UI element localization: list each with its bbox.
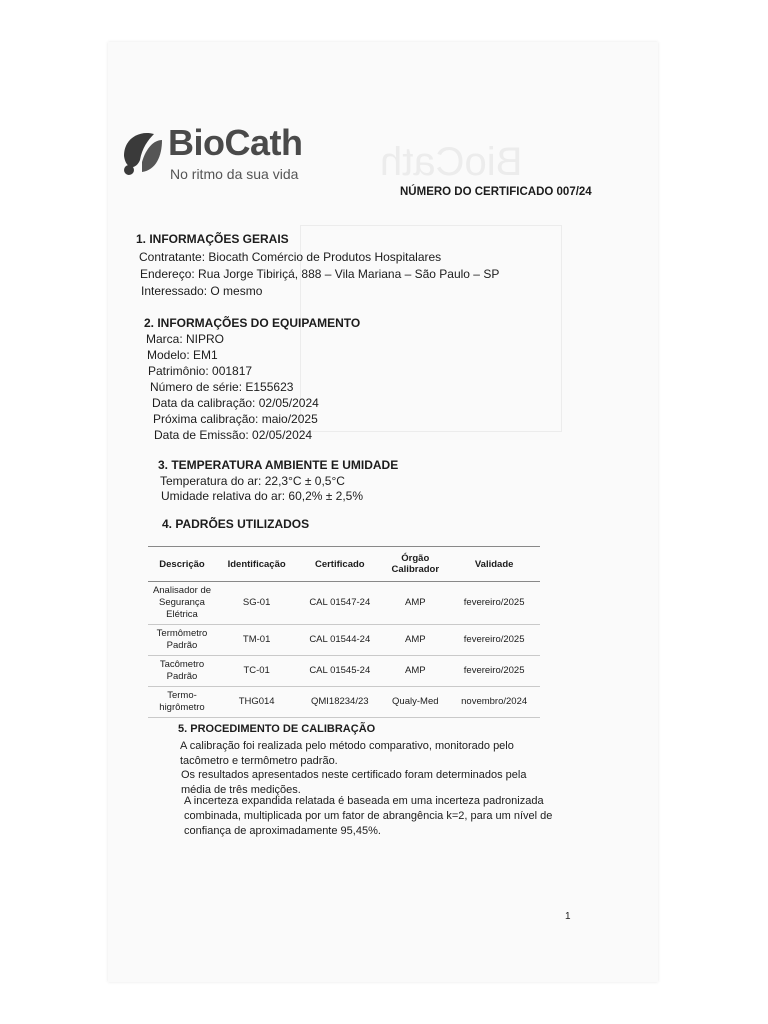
section-2-title: 2. INFORMAÇÕES DO EQUIPAMENTO — [144, 316, 361, 330]
section-5-title: 5. PROCEDIMENTO DE CALIBRAÇÃO — [178, 723, 376, 735]
table-cell: TM-01 — [216, 625, 297, 656]
page-number: 1 — [565, 911, 571, 922]
table-header: Órgão Calibrador — [382, 547, 448, 582]
temperatura-ar: Temperatura do ar: 22,3°C ± 0,5°C — [160, 474, 345, 488]
umidade-relativa: Umidade relativa do ar: 60,2% ± 2,5% — [161, 489, 364, 503]
table-cell: AMP — [382, 582, 448, 625]
marca: Marca: NIPRO — [146, 332, 225, 346]
procedimento-paragraph-3: A incerteza expandida relatada é baseada em uma incerteza padronizada combinada, multiplicada por um fator de abrangência k=2, para um nível de confiança de aproximadamente 95,45%. — [184, 795, 553, 837]
table-header: Descrição — [148, 547, 216, 582]
interessado: Interessado: O mesmo — [141, 284, 263, 298]
brand-logo — [118, 122, 318, 192]
table-header: Identificação — [216, 547, 297, 582]
table-cell: THG014 — [216, 687, 297, 718]
patrimonio: Patrimônio: 001817 — [148, 364, 253, 378]
data-emissao: Data de Emissão: 02/05/2024 — [154, 428, 313, 442]
modelo: Modelo: EM1 — [147, 348, 218, 362]
table-row — [148, 625, 540, 656]
table-cell: AMP — [382, 625, 448, 656]
show-through-logo: BioCath — [380, 140, 523, 184]
table-cell: Analisador de Segurança Elétrica — [148, 582, 216, 625]
section-4-title: 4. PADRÕES UTILIZADOS — [162, 517, 310, 531]
table-cell: CAL 01544-24 — [297, 625, 382, 656]
table-header: Certificado — [297, 547, 382, 582]
table-cell: fevereiro/2025 — [448, 582, 540, 625]
brand-name: BioCath — [168, 122, 303, 163]
table-cell: Tacômetro Padrão — [148, 656, 216, 687]
table-cell: CAL 01547-24 — [297, 582, 382, 625]
table-cell: CAL 01545-24 — [297, 656, 382, 687]
proxima-calibracao: Próxima calibração: maio/2025 — [153, 412, 318, 426]
contratante: Contratante: Biocath Comércio de Produtos Hospitalares — [139, 250, 442, 264]
standards-table — [148, 546, 540, 718]
certificate-number: NÚMERO DO CERTIFICADO 007/24 — [400, 186, 592, 198]
table-cell: fevereiro/2025 — [448, 625, 540, 656]
section-1-title: 1. INFORMAÇÕES GERAIS — [136, 232, 289, 246]
procedimento-paragraph-2: Os resultados apresentados neste certificado foram determinados pela média de três medições. — [181, 769, 527, 796]
data-calibracao: Data da calibração: 02/05/2024 — [152, 396, 319, 410]
table-cell: Termômetro Padrão — [148, 625, 216, 656]
table-cell: QMI18234/23 — [297, 687, 382, 718]
section-3-title: 3. TEMPERATURA AMBIENTE E UMIDADE — [158, 458, 399, 472]
table-cell: TC-01 — [216, 656, 297, 687]
table-row — [148, 582, 540, 625]
table-cell: SG-01 — [216, 582, 297, 625]
table-row — [148, 656, 540, 687]
procedimento-paragraph-1: A calibração foi realizada pelo método comparativo, monitorado pelo tacômetro e termômetro padrão. — [180, 740, 514, 767]
endereco: Endereço: Rua Jorge Tibiriçá, 888 – Vila Mariana – São Paulo – SP — [140, 267, 500, 281]
table-cell: Termo-higrômetro — [148, 687, 216, 718]
table-cell: novembro/2024 — [448, 687, 540, 718]
table-cell: fevereiro/2025 — [448, 656, 540, 687]
brand-tagline: No ritmo da sua vida — [170, 166, 299, 182]
table-header-row — [148, 547, 540, 582]
table-row — [148, 687, 540, 718]
table-header: Validade — [448, 547, 540, 582]
table-cell: AMP — [382, 656, 448, 687]
numero-serie: Número de série: E155623 — [150, 380, 294, 394]
biocath-logo-icon — [118, 126, 164, 178]
table-cell: Qualy-Med — [382, 687, 448, 718]
